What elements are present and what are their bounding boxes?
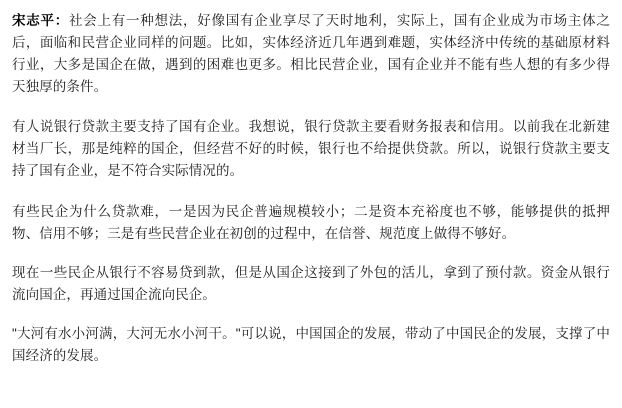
paragraph-5 — [12, 323, 610, 367]
paragraph-2-text: 有人说银行贷款主要支持了国有企业。我想说，银行贷款主要看财务报表和信用。以前我在北新建材当厂长，那是纯粹的国企，但经营不好的时候，银行也不给提供贷款。所以，说银行贷款主要支持了国有企业，是不符合实际情况的。 — [12, 119, 610, 178]
paragraph-4-text: 现在一些民企从银行不容易贷到款，但是从国企这接到了外包的活儿，拿到了预付款。资金从银行流向国企，再通过国企流向民企。 — [12, 265, 610, 302]
paragraph-2 — [12, 116, 610, 182]
paragraph-4 — [12, 262, 610, 306]
paragraph-3-text: 有些民企为什么贷款难，一是因为民企普遍规模较小；二是资本充裕度也不够，能够提供的抵押物、信用不够；三是有些民营企业在初创的过程中，在信誉、规范度上做得不够好。 — [12, 204, 610, 241]
paragraph-5-text: "大河有水小河满，大河无水小河干。"可以说，中国国企的发展，带动了中国民企的发展，支撑了中国经济的发展。 — [12, 326, 610, 363]
speaker-label: 宋志平： — [12, 13, 70, 28]
paragraph-1-text: 社会上有一种想法，好像国有企业享尽了天时地利，实际上，国有企业成为市场主体之后，面临和民营企业同样的问题。比如，实体经济近几年遇到难题，实体经济中传统的基础原材料行业，大多是国企在做，遇到的困难也更多。相比民营企业，国有企业并不能有些人想的有多少得天独厚的条件。 — [12, 13, 610, 94]
paragraph-3 — [12, 201, 610, 245]
paragraph-1 — [12, 10, 610, 98]
